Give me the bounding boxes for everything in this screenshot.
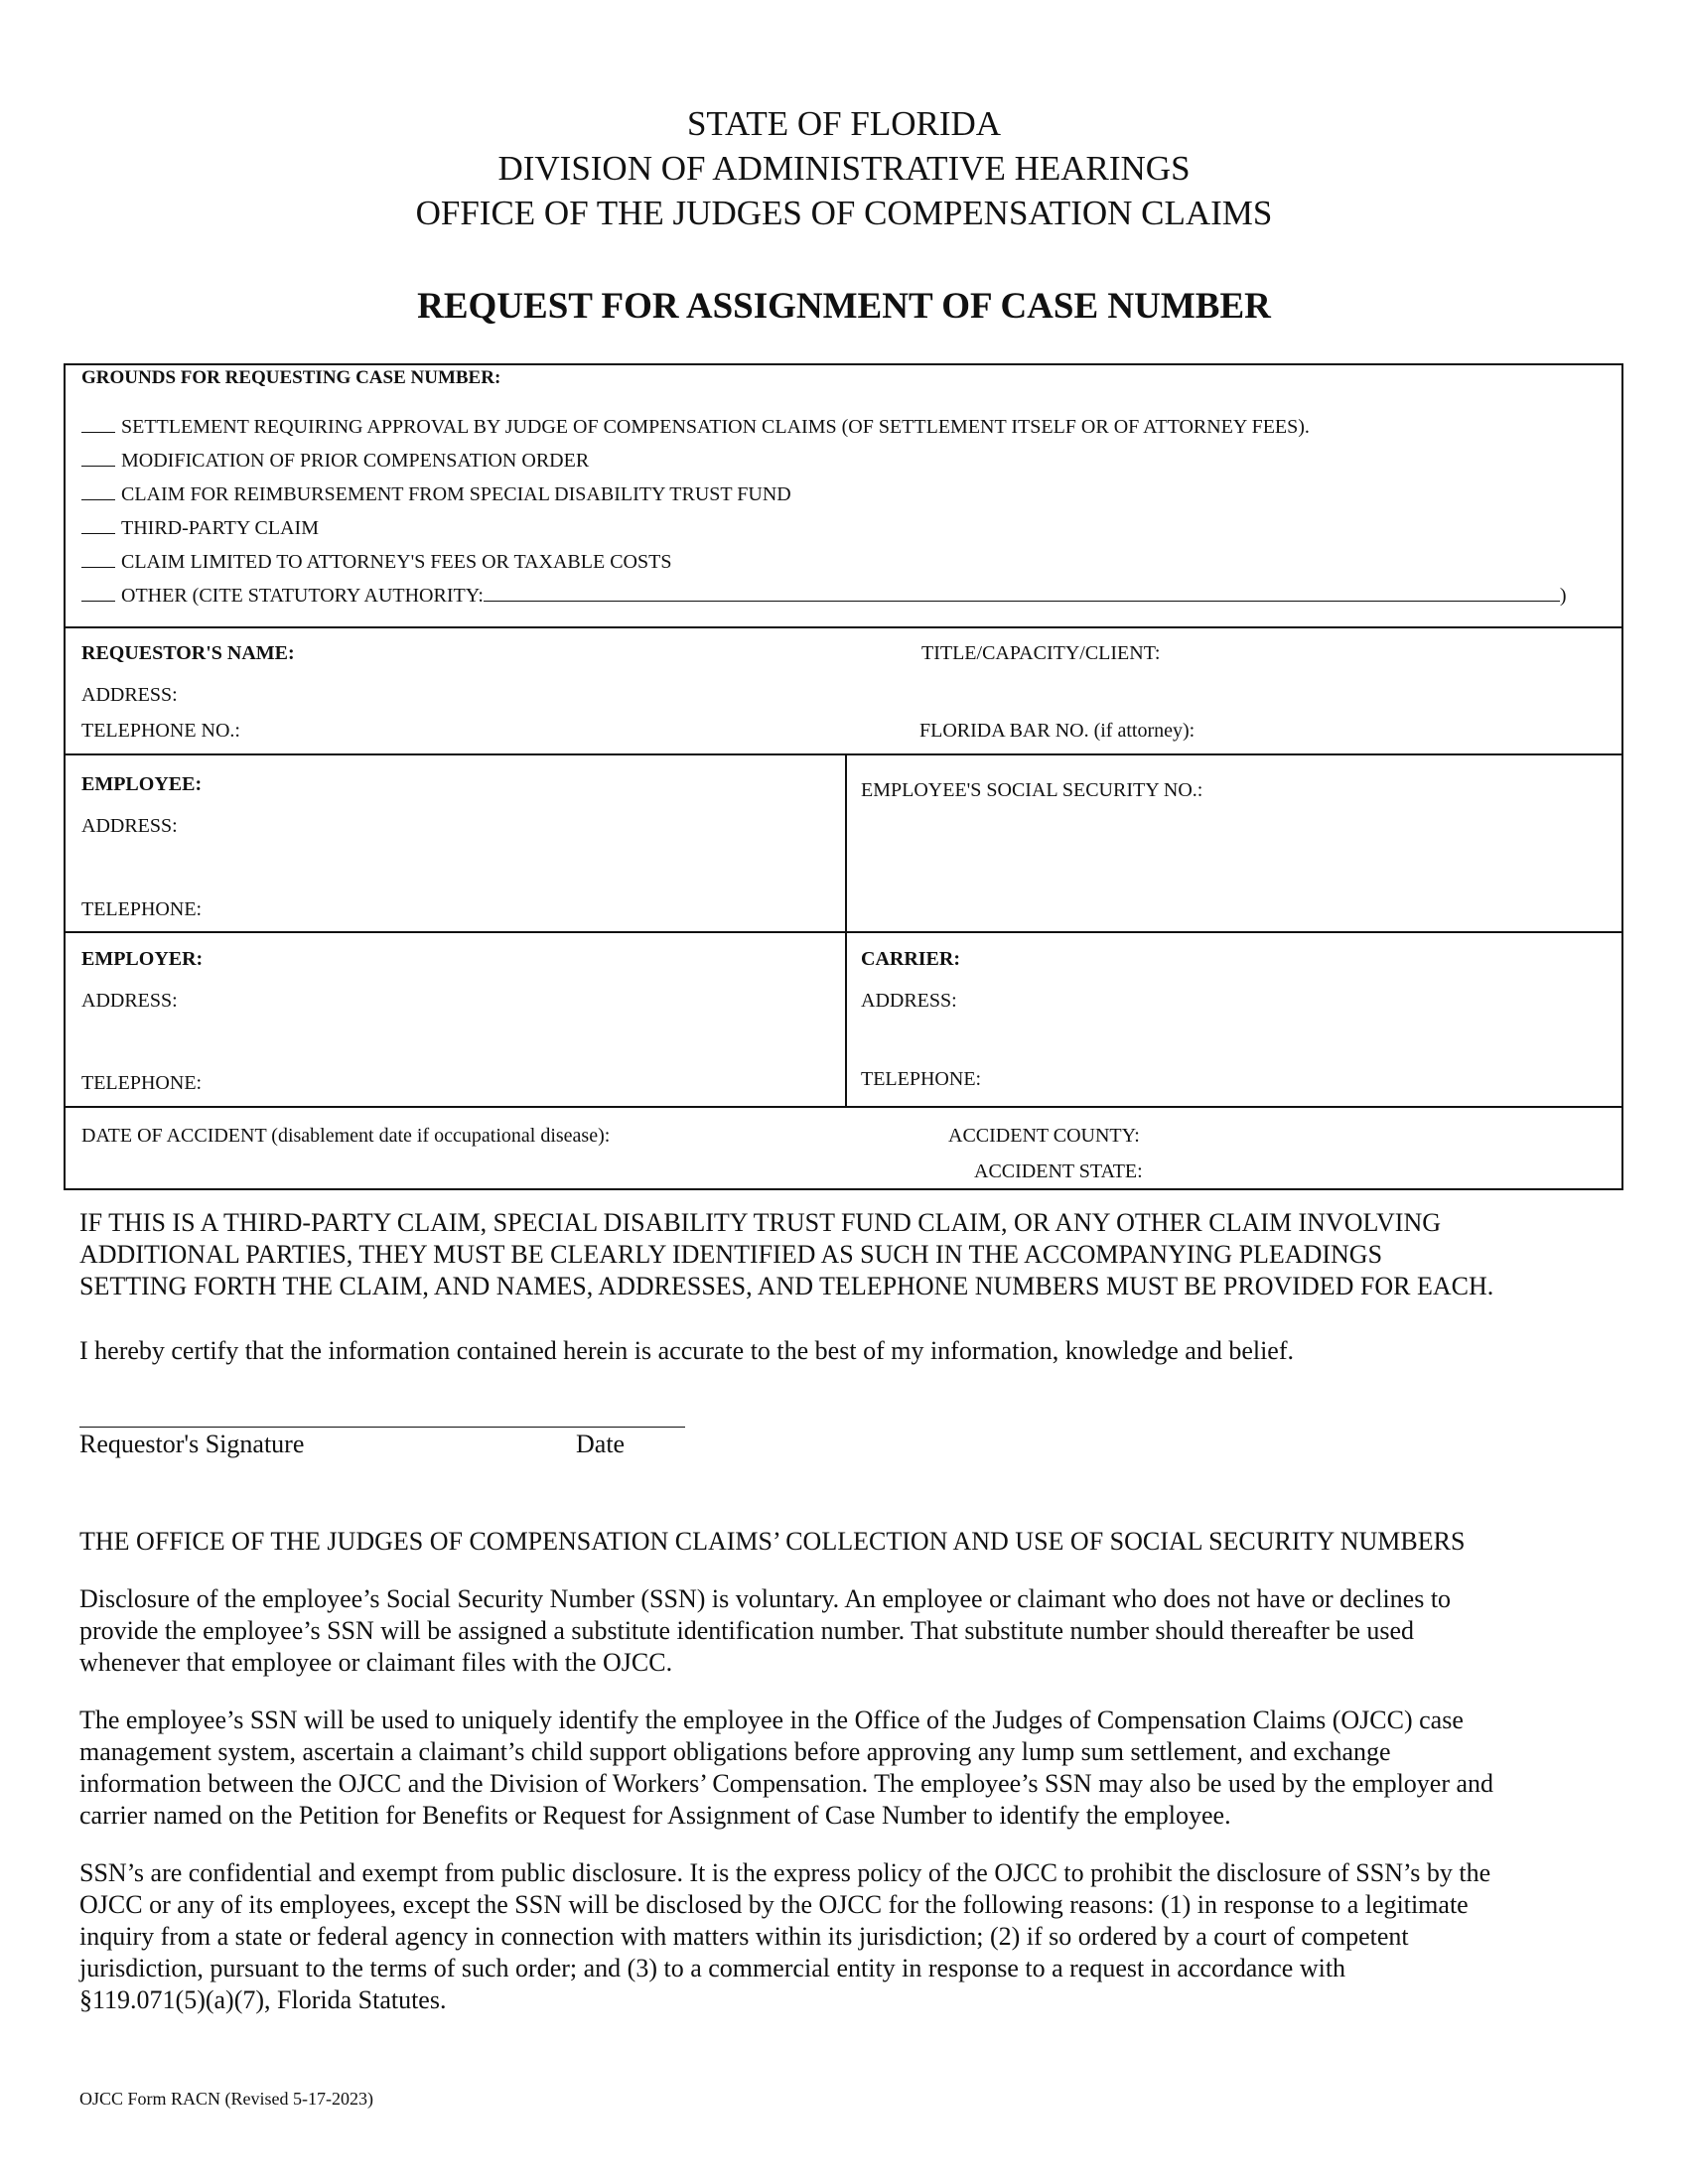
header-state: STATE OF FLORIDA <box>686 104 1002 143</box>
requestor-address-label: ADDRESS: <box>81 684 178 706</box>
grounds-heading: GROUNDS FOR REQUESTING CASE NUMBER: <box>81 367 501 388</box>
ssn-paragraph-3: SSN’s are confidential and exempt from public disclosure. It is the express policy of the OJCC to prohibit the disclosure of SSN’s by the OJCC or any of its employees, except the SSN will be disclosed by the OJCC for the following reasons: (1) in response to a legitimate inquiry from a state or federal agency in connection with matters within its jurisdiction; (2) if so ordered by a court of competent jurisdiction, pursuant to the terms of such order; and (3) to a commercial entity in response to a request in accordance with §119.071(5)(a)(7), Florida Statutes. <box>79 1858 1491 2014</box>
date-of-accident-label: DATE OF ACCIDENT (disablement date if occupational disease): <box>81 1125 611 1147</box>
row-divider <box>66 753 1621 755</box>
carrier-address-label: ADDRESS: <box>861 990 957 1012</box>
grounds-option-sdtf[interactable]: CLAIM FOR REIMBURSEMENT FROM SPECIAL DISABILITY TRUST FUND <box>81 481 791 506</box>
employee-address-label: ADDRESS: <box>81 815 178 837</box>
ssn-section-heading: THE OFFICE OF THE JUDGES OF COMPENSATION CLAIMS’ COLLECTION AND USE OF SOCIAL SECURITY NUMBERS <box>79 1527 1466 1556</box>
row-divider <box>66 626 1621 628</box>
requestor-name-label: REQUESTOR'S NAME: <box>81 642 295 664</box>
checkbox-blank[interactable] <box>81 583 115 602</box>
requestor-telephone-label: TELEPHONE NO.: <box>81 720 240 742</box>
employer-label: EMPLOYER: <box>81 948 204 970</box>
grounds-option-attorney-fees[interactable]: CLAIM LIMITED TO ATTORNEY'S FEES OR TAXABLE COSTS <box>81 549 671 574</box>
employee-ssn-label: EMPLOYEE'S SOCIAL SECURITY NO.: <box>861 779 1203 801</box>
row-divider <box>66 931 1621 933</box>
column-divider <box>845 753 847 1106</box>
checkbox-blank[interactable] <box>81 414 115 433</box>
row-divider <box>66 1106 1621 1108</box>
grounds-option-modification[interactable]: MODIFICATION OF PRIOR COMPENSATION ORDER <box>81 448 589 473</box>
statutory-authority-field[interactable] <box>484 583 1560 602</box>
signature-label: Requestor's Signature <box>79 1430 305 1458</box>
signature-line[interactable] <box>79 1427 685 1428</box>
form-table <box>64 363 1623 1190</box>
ssn-paragraph-2: The employee’s SSN will be used to uniquely identify the employee in the Office of the Judges of Compensation Claims (OJCC) case management system, ascertain a claimant’s child support obligations before approving any lump sum settlement, and exchange information between the OJCC and the Division of Workers’ Compensation. The employee’s SSN may also be used by the employer and carrier named on the Petition for Benefits or Request for Assignment of Case Number to identify the employee. <box>79 1706 1494 1830</box>
checkbox-blank[interactable] <box>81 549 115 568</box>
grounds-option-other[interactable]: OTHER (CITE STATUTORY AUTHORITY: ) <box>81 583 1567 608</box>
grounds-option-third-party[interactable]: THIRD-PARTY CLAIM <box>81 515 319 540</box>
certification-statement: I hereby certify that the information contained herein is accurate to the best of my information, knowledge and belief. <box>79 1336 1295 1365</box>
checkbox-blank[interactable] <box>81 481 115 500</box>
header-division: DIVISION OF ADMINISTRATIVE HEARINGS <box>497 149 1191 188</box>
checkbox-blank[interactable] <box>81 448 115 467</box>
employee-label: EMPLOYEE: <box>81 773 203 795</box>
header-office: OFFICE OF THE JUDGES OF COMPENSATION CLAIMS <box>415 194 1273 232</box>
checkbox-blank[interactable] <box>81 515 115 534</box>
form-footer: OJCC Form RACN (Revised 5-17-2023) <box>79 2089 373 2109</box>
florida-bar-label: FLORIDA BAR NO. (if attorney): <box>919 720 1196 742</box>
grounds-option-settlement[interactable]: SETTLEMENT REQUIRING APPROVAL BY JUDGE OF COMPENSATION CLAIMS (OF SETTLEMENT ITSELF OR OF ATTORNEY FEES). <box>81 414 1310 439</box>
carrier-telephone-label: TELEPHONE: <box>861 1068 982 1090</box>
employer-address-label: ADDRESS: <box>81 990 178 1012</box>
accident-state-label: ACCIDENT STATE: <box>974 1160 1143 1182</box>
accident-county-label: ACCIDENT COUNTY: <box>948 1125 1140 1147</box>
ssn-paragraph-1: Disclosure of the employee’s Social Security Number (SSN) is voluntary. An employee or claimant who does not have or declines to provide the employee’s SSN will be assigned a substitute identification number. That substitute number should thereafter be used whenever that employee or claimant files with the OJCC. <box>79 1584 1452 1677</box>
third-party-notice: IF THIS IS A THIRD-PARTY CLAIM, SPECIAL DISABILITY TRUST FUND CLAIM, OR ANY OTHER CLAIM INVOLVING ADDITIONAL PARTIES, THEY MUST BE CLEARLY IDENTIFIED AS SUCH IN THE ACCOMPANYING PLEADINGS SETTING FORTH THE CLAIM, AND NAMES, ADDRESSES, AND TELEPHONE NUMBERS MUST BE PROVIDED FOR EACH. <box>79 1208 1494 1300</box>
employee-telephone-label: TELEPHONE: <box>81 898 203 920</box>
form-title: REQUEST FOR ASSIGNMENT OF CASE NUMBER <box>417 286 1271 327</box>
title-capacity-client-label: TITLE/CAPACITY/CLIENT: <box>921 642 1161 664</box>
employer-telephone-label: TELEPHONE: <box>81 1072 203 1094</box>
date-label: Date <box>576 1430 626 1458</box>
carrier-label: CARRIER: <box>861 948 960 970</box>
